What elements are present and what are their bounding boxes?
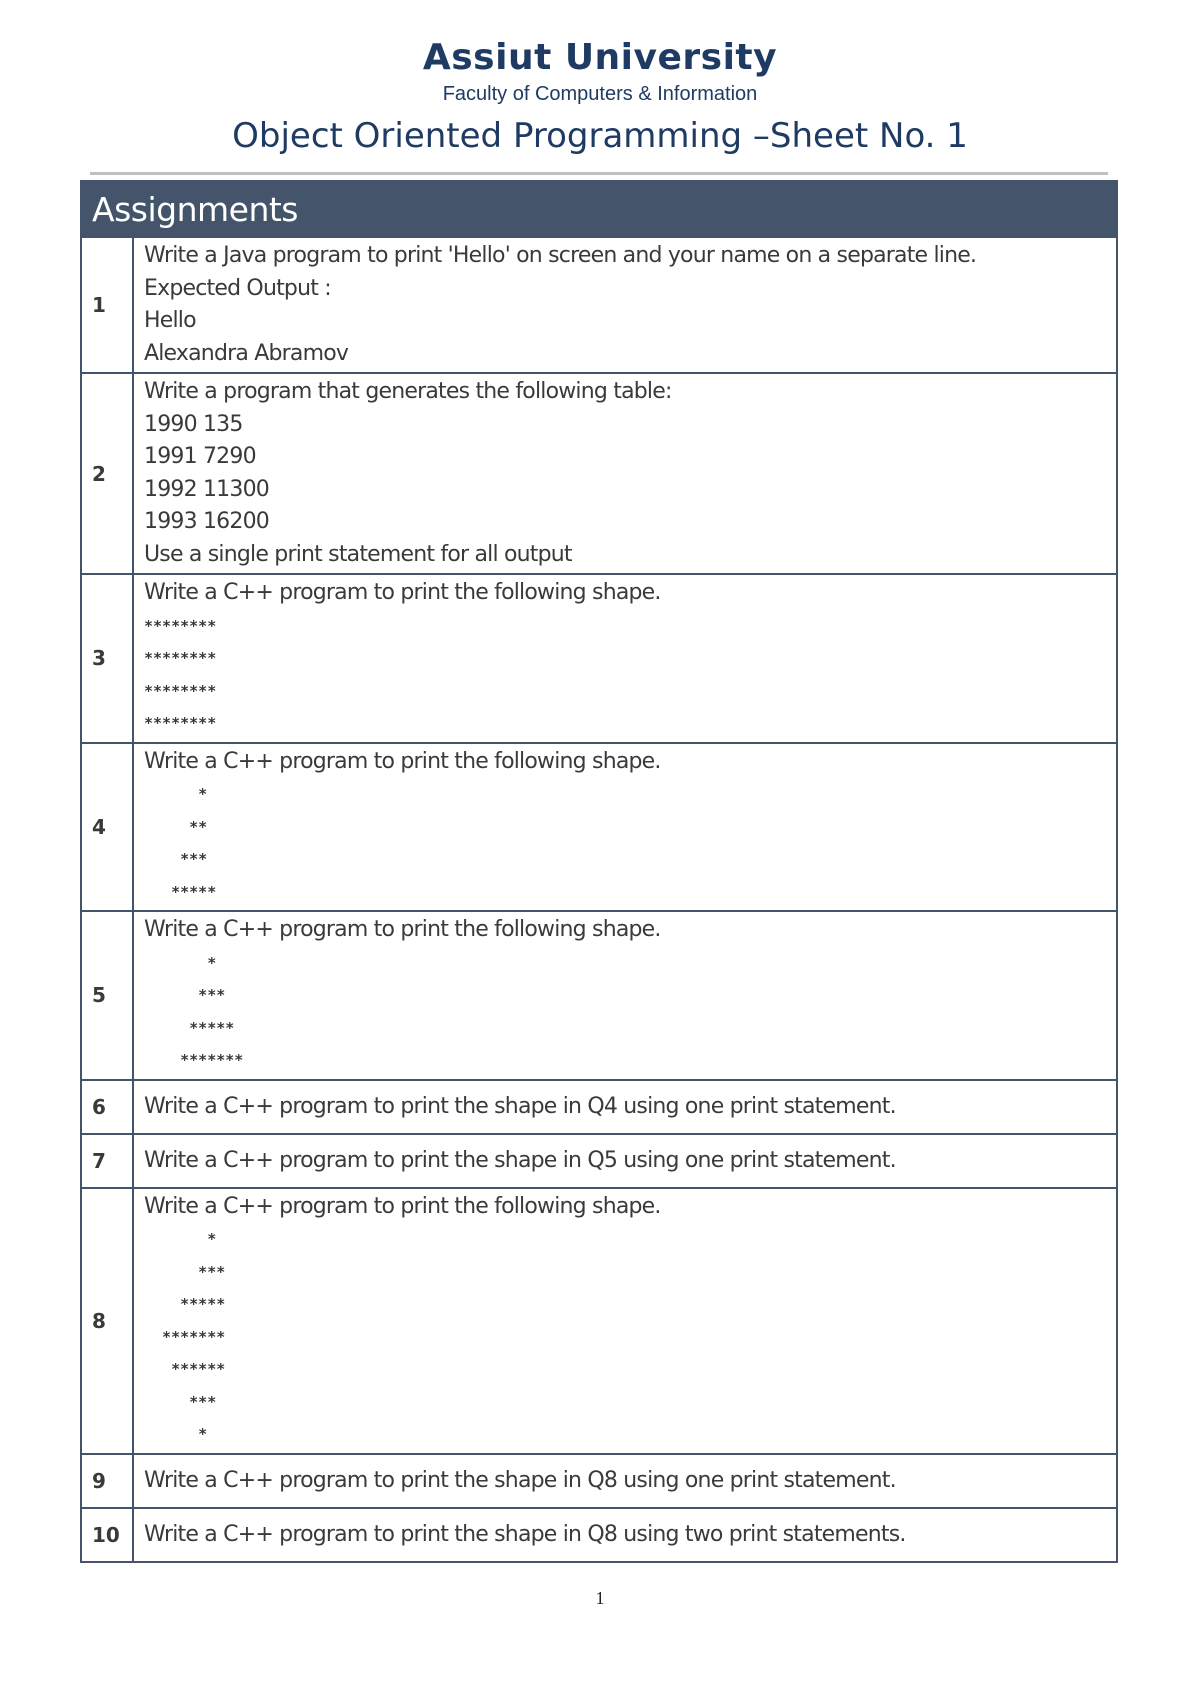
assignment-content: [133, 1508, 1117, 1562]
assignment-text-line: Write a C++ program to print the shape in Q8 using two print statements.: [144, 1521, 906, 1547]
assignment-row: [81, 373, 1117, 574]
shape-line: ********: [144, 714, 217, 732]
assignment-content: [133, 911, 1117, 1080]
shape-line: ***: [144, 986, 226, 1004]
shape-line: ***: [144, 850, 208, 868]
shape-line: *****: [144, 882, 217, 901]
assignment-content: [133, 1080, 1117, 1134]
shape-line: **: [144, 817, 208, 836]
assignment-text-line: Alexandra Abramov: [144, 340, 349, 366]
assignment-text-line: 1991 7290: [144, 444, 256, 469]
assignment-number: 9: [81, 1454, 133, 1508]
assignment-text-line: Write a Java program to print 'Hello' on screen and your name on a separate line.: [144, 243, 977, 268]
assignment-number: 3: [81, 574, 133, 743]
assignment-row: [81, 911, 1117, 1080]
assignment-text-line: Write a C++ program to print the following shape.: [144, 580, 661, 605]
assignment-text-line: Write a C++ program to print the shape in Q5 using one print statement.: [144, 1147, 896, 1173]
assignments-header-row: [81, 181, 1117, 237]
assignment-content: [133, 1454, 1117, 1508]
assignment-content: [133, 574, 1117, 743]
assignment-text-line: Write a C++ program to print the following shape.: [144, 748, 661, 774]
assignment-text-line: Write a program that generates the following table:: [144, 379, 672, 404]
assignment-text-line: Hello: [144, 308, 196, 333]
assignment-row: [81, 574, 1117, 743]
shape-line: *: [144, 785, 208, 803]
shape-line: *: [144, 1425, 208, 1443]
sheet-title: Object Oriented Programming –Sheet No. 1: [232, 116, 968, 156]
shape-line: *: [144, 1230, 217, 1248]
assignment-number: 5: [81, 911, 133, 1080]
assignments-heading: Assignments: [81, 181, 1117, 237]
header-divider: [90, 172, 1108, 175]
assignment-row: [81, 1080, 1117, 1134]
assignment-row: [81, 743, 1117, 912]
assignment-row: [81, 1188, 1117, 1454]
assignment-text-line: Use a single print statement for all output: [144, 541, 572, 567]
assignments-table: [80, 180, 1118, 1563]
shape-line: *******: [144, 1051, 244, 1069]
shape-line: *****: [144, 1295, 226, 1313]
shape-line: *******: [144, 1327, 226, 1346]
assignment-row: [81, 1508, 1117, 1562]
shape-line: ***: [144, 1262, 226, 1281]
assignment-content: [133, 1134, 1117, 1188]
assignment-content: [133, 237, 1117, 373]
assignment-text-line: Write a C++ program to print the shape in Q8 using one print statement.: [144, 1467, 896, 1493]
assignment-text-line: Expected Output :: [144, 275, 331, 301]
assignment-text-line: Write a C++ program to print the following shape.: [144, 1193, 661, 1219]
assignment-number: 8: [81, 1188, 133, 1454]
assignment-number: 2: [81, 373, 133, 574]
shape-line: ********: [144, 616, 217, 635]
shape-line: ********: [144, 681, 217, 700]
page-number: 1: [595, 1588, 605, 1608]
shape-line: ******: [144, 1360, 226, 1378]
shape-line: *****: [144, 1018, 235, 1037]
shape-line: ***: [144, 1392, 217, 1411]
assignment-content: [133, 1188, 1117, 1454]
university-name: Assiut University: [422, 37, 778, 78]
assignment-number: 4: [81, 743, 133, 912]
assignment-row: [81, 1134, 1117, 1188]
assignment-text-line: 1990 135: [144, 411, 243, 437]
assignment-text-line: 1993 16200: [144, 509, 269, 534]
assignment-row: [81, 237, 1117, 373]
assignment-number: 1: [81, 237, 133, 373]
assignment-text-line: Write a C++ program to print the following shape.: [144, 917, 661, 942]
shape-line: *: [144, 953, 217, 972]
assignment-number: 10: [81, 1508, 133, 1562]
faculty-name: Faculty of Computers & Information: [442, 83, 758, 105]
document-header: [0, 36, 1200, 158]
assignments-body: [81, 237, 1117, 1562]
assignment-number: 7: [81, 1134, 133, 1188]
assignment-content: [133, 743, 1117, 912]
assignment-content: [133, 373, 1117, 574]
assignment-row: [81, 1454, 1117, 1508]
assignment-text-line: Write a C++ program to print the shape in Q4 using one print statement.: [144, 1093, 896, 1119]
shape-line: ********: [144, 649, 217, 667]
assignment-text-line: 1992 11300: [144, 476, 269, 502]
assignment-number: 6: [81, 1080, 133, 1134]
